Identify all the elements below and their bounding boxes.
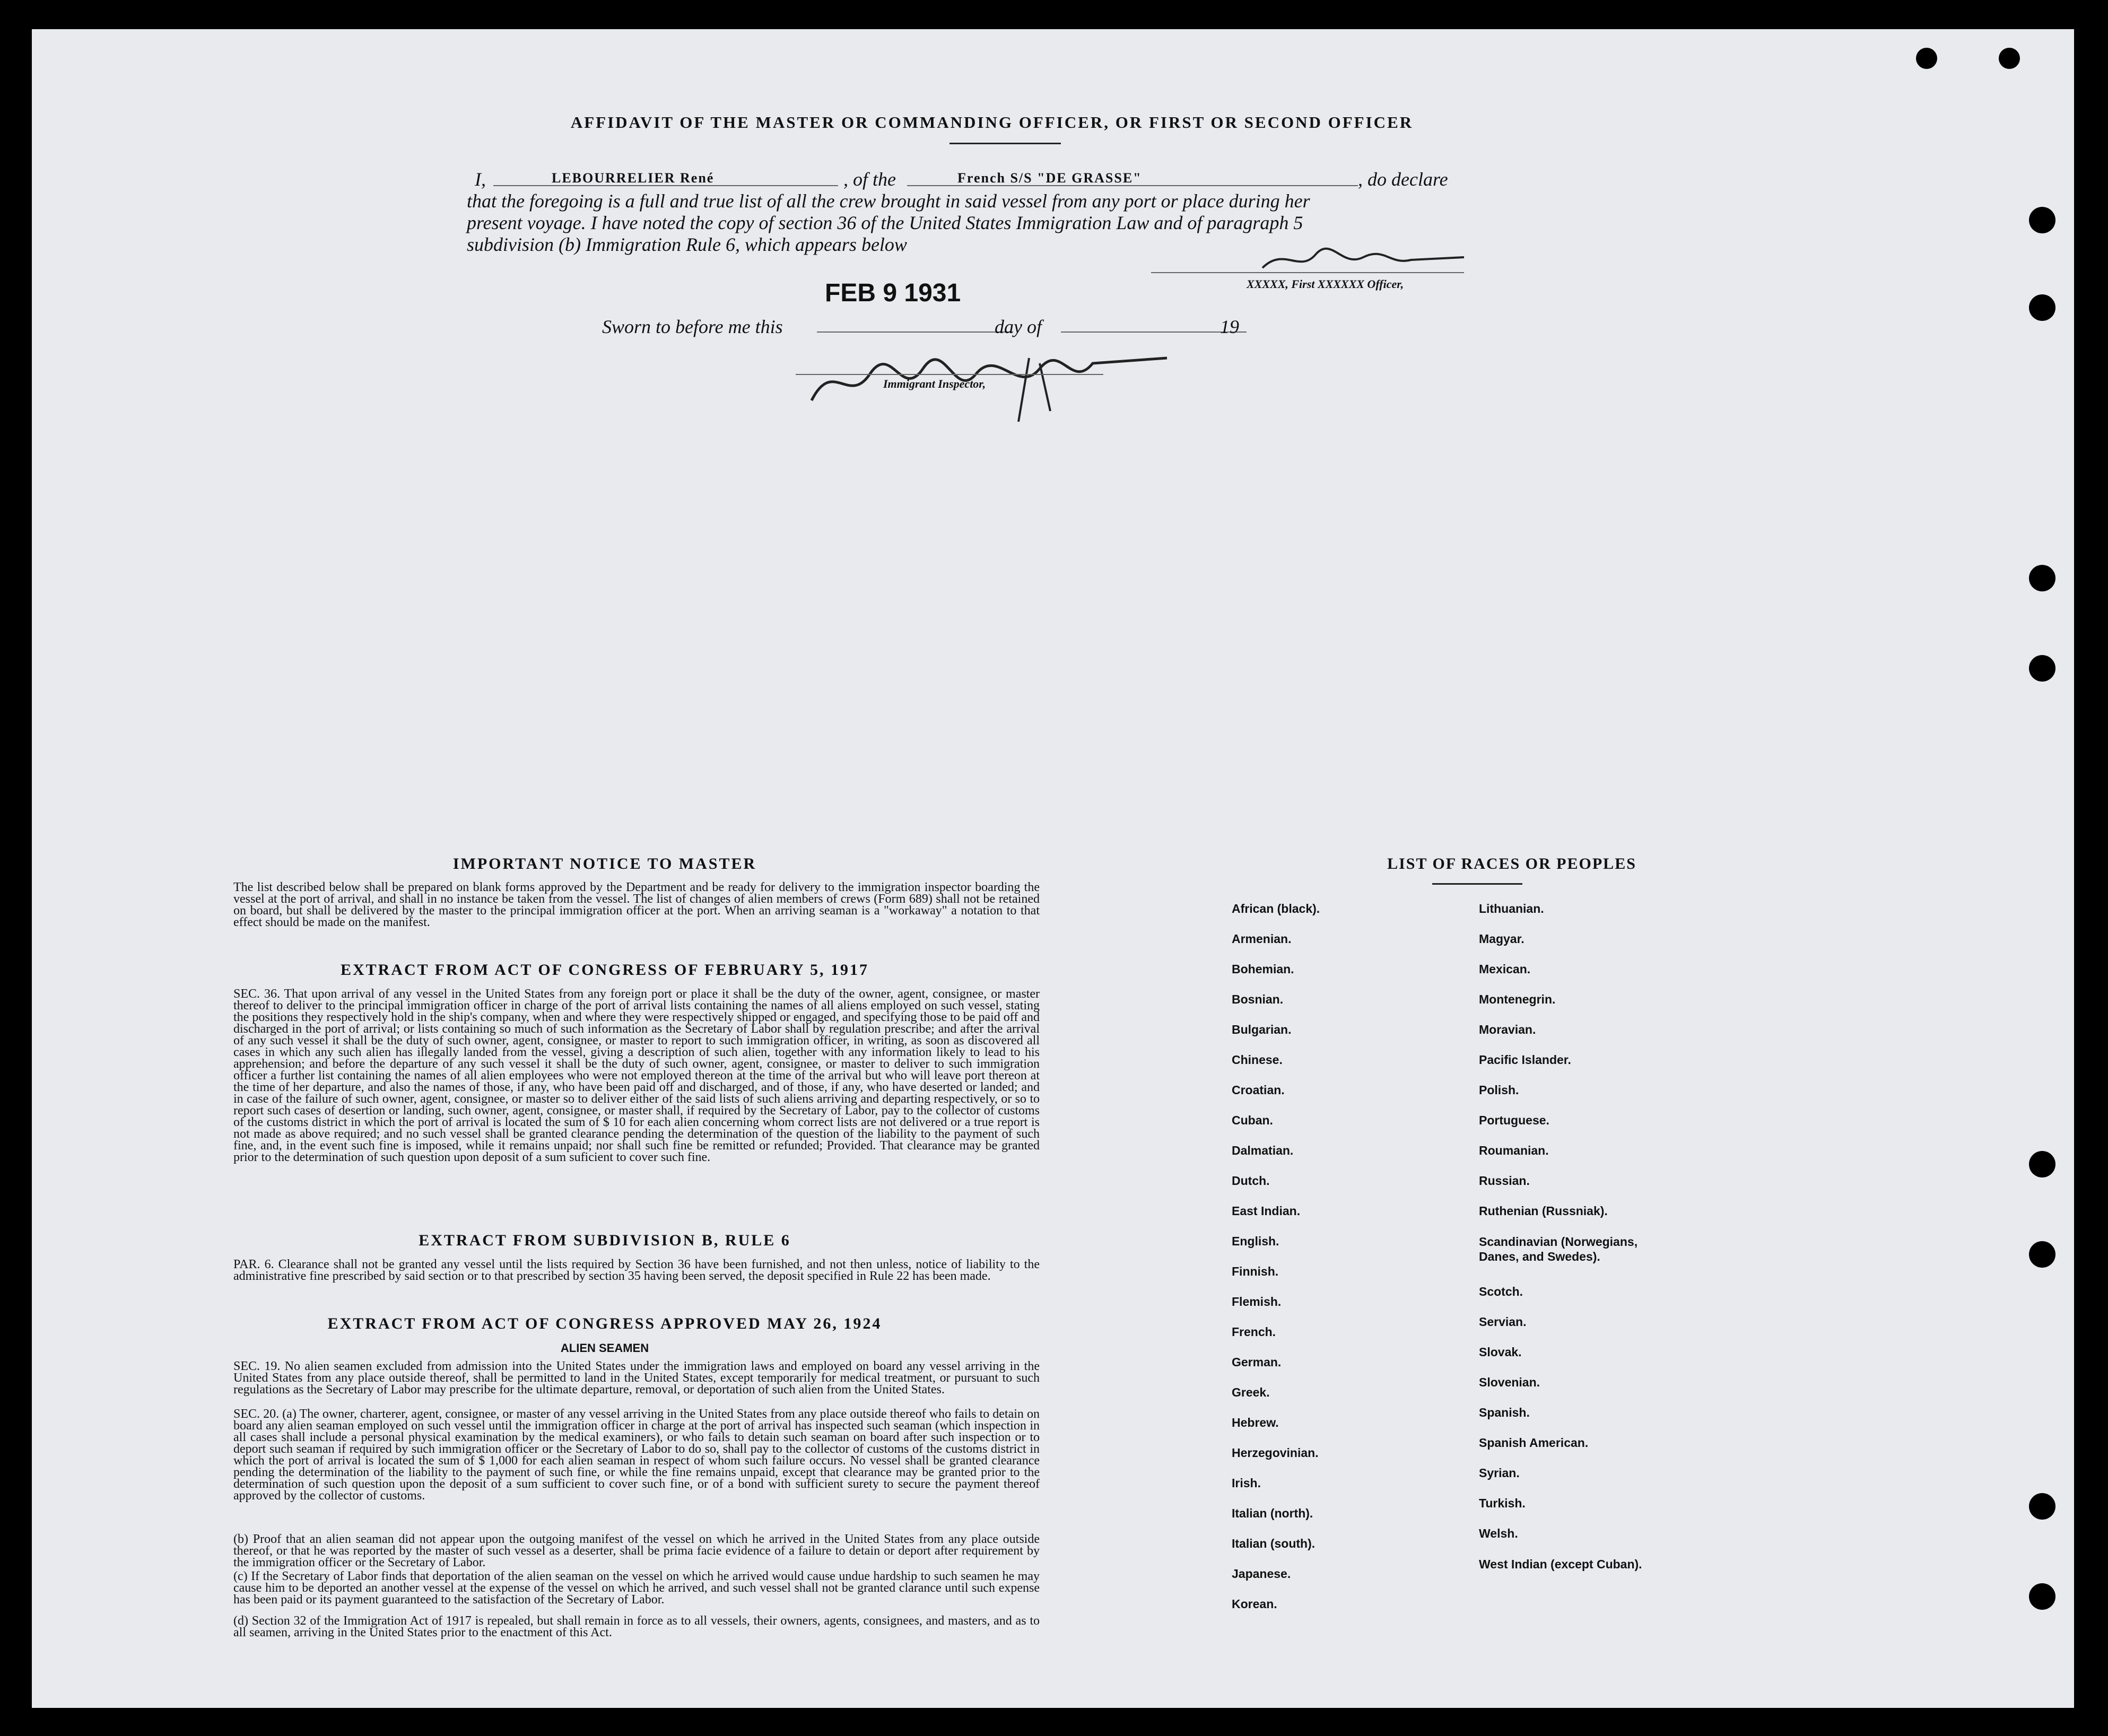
binder-hole	[2029, 1493, 2055, 1520]
binder-hole	[2029, 655, 2055, 682]
race-item: Pacific Islander.	[1479, 1053, 1571, 1067]
race-item: Roumanian.	[1479, 1144, 1549, 1157]
race-item: Polish.	[1479, 1083, 1519, 1097]
races-right-column	[1479, 902, 1670, 1589]
notice-title: IMPORTANT NOTICE TO MASTER	[452, 855, 757, 873]
race-item: Montenegrin.	[1479, 992, 1556, 1006]
race-item: Japanese.	[1232, 1567, 1291, 1581]
race-item: Irish.	[1232, 1476, 1261, 1490]
vessel-name: French S/S "DE GRASSE"	[957, 170, 1142, 186]
race-item: Turkish.	[1479, 1496, 1526, 1510]
day-of-label: day of	[995, 316, 1042, 337]
extract-1924-title: EXTRACT FROM ACT OF CONGRESS APPROVED MAY 26, 1924	[327, 1315, 882, 1332]
races-title: LIST OF RACES OR PEOPLES	[1387, 855, 1636, 873]
race-item: Syrian.	[1479, 1466, 1520, 1480]
do-declare-label: , do declare	[1358, 169, 1448, 190]
master-name: LEBOURRELIER René	[552, 170, 715, 186]
extract-1917-body: SEC. 36. That upon arrival of any vessel in the United States from any foreign port or place it shall be the duty of the owner, agent, consignee, or master thereof to deliver to the principal immigration officer in charge of the port of arrival lists containing the names of all aliens employed on such vessel, stating the positions they respectively hold in the ship's company, when and where they were respectively shipped or engaged, and specifying those to be paid off and discharged in the port of arrival; or lists containing so much of such information as the Secretary of Labor shall by regulation prescribe; and after the arrival of any such vessel it shall be the duty of such owner, agent, consignee, or master to report to such immigration officer, in writing, as soon as discovered all cases in which any such alien has illegally landed from the vessel, giving a description of such alien, together with any information likely to lead to his apprehension; and before the departure of any such vessel it shall be the duty of such owner, agent, consignee, or master to deliver to such immigration officer a further list containing the names of all alien employees who were not employed thereon at the time of the arrival but who will leave port thereon at the time of her departure, and also the names of those, if any, who have been paid off and discharged, and of those, if any, who have deserted or landed; and in case of the failure of such owner, agent, consignee, or master so to deliver either of the said lists of such aliens arriving and departing respectively, or so to report such cases of desertion or landing, such owner, agent, consignee, or master shall, if required by the Secretary of Labor, pay to the collector of customs of the customs district in which the port of arrival is located the sum of $ 10 for each alien concerning whom correct lists are not delivered or a true report is not made as above required; and no such vessel shall be granted clearance pending the determination of the question of the liability to the payment of such fine, and, in the event such fine is imposed, while it remains unpaid; nor shall such fine be remitted or refunded; Provided. That clearance may be granted prior to the determination of such question upon deposit of a sum suficient to cover such fine.	[233, 987, 1040, 1164]
race-item: Servian.	[1479, 1315, 1527, 1329]
race-item: English.	[1232, 1234, 1279, 1248]
race-item: Armenian.	[1232, 932, 1292, 946]
race-item: Slovak.	[1479, 1345, 1522, 1359]
race-item: Russian.	[1479, 1174, 1530, 1188]
sec-20-d: (d) Section 32 of the Immigration Act of 1917 is repealed, but shall remain in force as to all vessels, their owners, agents, consignees, and masters, and as to all seamen, arriving in the United States prior to the enactment of this Act.	[233, 1614, 1040, 1639]
binder-hole	[2029, 565, 2055, 591]
sworn-label: Sworn to before me this	[602, 316, 783, 337]
race-item: Portuguese.	[1479, 1113, 1549, 1127]
inspector-label: Immigrant Inspector,	[883, 377, 986, 390]
race-item: Ruthenian (Russniak).	[1479, 1204, 1608, 1218]
name-line	[493, 185, 838, 186]
race-item: Bohemian.	[1232, 962, 1294, 976]
extract-rule6-title: EXTRACT FROM SUBDIVISION B, RULE 6	[419, 1232, 791, 1249]
extract-1917-title: EXTRACT FROM ACT OF CONGRESS OF FEBRUARY 5, 1917	[340, 961, 869, 979]
race-item: Herzegovinian.	[1232, 1446, 1319, 1460]
race-item: Lithuanian.	[1479, 902, 1544, 915]
binder-hole	[2029, 1583, 2055, 1610]
race-item: German.	[1232, 1355, 1282, 1369]
binder-hole	[2029, 207, 2055, 233]
affidavit-line-2: that the foregoing is a full and true list of all the crew brought in said vessel from any port or place during her	[467, 190, 1310, 212]
sec-20-a: SEC. 20. (a) The owner, charterer, agent, consignee, or master of any vessel arriving in the United States from any place outside thereof who fails to detain on board any alien seaman employed on such vessel until the immigration officer in charge at the port of arrival has inspected such seaman (which inspection in all cases shall include a personal physical examination by the medical examiners), or who fails to detain such seaman on board after such inspection or to deport such seaman if required by such immigration officer or the Secretary of Labor to do so, shall pay to the collector of customs of the customs district in which the port of arrival is located the sum of $ 1,000 for each alien seaman in respect of whom such failure occurs. No vessel shall be granted clearance pending the determination of the liability to the payment of such fine, or while the fine remains unpaid, except that clearance may be granted prior to the determination of such question upon the deposit of a sum sufficient to cover such fine, or of a bond with sufficient surety to secure the payment thereof approved by the collector of customs.	[233, 1407, 1040, 1503]
binder-hole	[2029, 1241, 2055, 1268]
alien-seamen-subtitle: ALIEN SEAMEN	[560, 1341, 649, 1355]
affidavit-line-3: present voyage. I have noted the copy of section 36 of the United States Immigration Law and of paragraph 5	[467, 212, 1303, 233]
officer-signature	[1252, 236, 1475, 284]
notice-body: The list described below shall be prepared on blank forms approved by the Department and be ready for delivery to the immigration inspector boarding the vessel at the port of arrival, and shall in no instance be taken from the vessel. The list of changes of alien members of crews (Form 689) shall not be retained on board, but shall be delivered by the master to the principal immigration officer at the port. When an arriving seaman is a "workaway" a notation to that effect should be made on the manifest.	[233, 880, 1040, 929]
affidavit-line-4: subdivision (b) Immigration Rule 6, which appears below	[467, 234, 907, 255]
binder-hole	[2029, 294, 2055, 321]
sec-20-c: (c) If the Secretary of Labor finds that deportation of the alien seaman on the vessel on which he arrived would cause undue hardship to such seamen he may cause him to be deported an another vessel at the expense of the vessel on which he arrived, and such vessel shall not be granted clarance until such expense has been paid or its payment guaranteed to the satisfaction of the Secretary of Labor.	[233, 1569, 1040, 1607]
races-left-column	[1232, 902, 1320, 1627]
title-underline	[950, 143, 1061, 144]
race-item: East Indian.	[1232, 1204, 1301, 1218]
extract-rule6-body: PAR. 6. Clearance shall not be granted any vessel until the lists required by Section 36 have been furnished, and not then unless, notice of liability to the administrative fine prescribed by said section or to that prescribed by section 35 having been served, the deposit specified in Rule 22 has been made.	[233, 1258, 1040, 1283]
race-item: Korean.	[1232, 1597, 1277, 1611]
sec-20-b: (b) Proof that an alien seaman did not appear upon the outgoing manifest of the vessel on which he arrived in the United States from any place outside thereof, or that he was reported by the master of such vessel as a deserter, shall be prima facie evidence of a failure to detain or deport after requirement by the immigration officer or the Secretary of Labor.	[233, 1532, 1040, 1569]
race-item: Italian (north).	[1232, 1506, 1313, 1520]
document-page	[32, 29, 2074, 1708]
binder-hole	[1999, 48, 2020, 69]
race-item: Greek.	[1232, 1385, 1270, 1399]
race-item: Scandinavian (Norwegians, Danes, and Swedes).	[1479, 1235, 1638, 1263]
vessel-line	[907, 185, 1358, 186]
race-item: Mexican.	[1479, 962, 1531, 976]
year-label: 19	[1220, 316, 1239, 337]
race-item: Magyar.	[1479, 932, 1525, 946]
race-item: Flemish.	[1232, 1295, 1282, 1308]
race-item: Moravian.	[1479, 1023, 1536, 1036]
race-item: Finnish.	[1232, 1264, 1279, 1278]
affidavit-title: AFFIDAVIT OF THE MASTER OR COMMANDING OFFICER, OR FIRST OR SECOND OFFICER	[570, 113, 1414, 132]
race-item: Hebrew.	[1232, 1416, 1279, 1429]
race-item: Spanish.	[1479, 1406, 1530, 1419]
race-item: French.	[1232, 1325, 1276, 1339]
race-item: Chinese.	[1232, 1053, 1283, 1067]
inspector-signature	[796, 326, 1188, 432]
race-item: Dutch.	[1232, 1174, 1270, 1188]
race-item: Spanish American.	[1479, 1436, 1589, 1450]
race-item: West Indian (except Cuban).	[1479, 1557, 1642, 1571]
race-item: African (black).	[1232, 902, 1320, 915]
race-item: Cuban.	[1232, 1113, 1273, 1127]
binder-hole	[2029, 1151, 2055, 1177]
officer-line	[1151, 272, 1464, 273]
inspector-line	[796, 374, 1103, 375]
race-item: Croatian.	[1232, 1083, 1285, 1097]
date-stamp: FEB 9 1931	[825, 279, 961, 307]
race-item: Scotch.	[1479, 1285, 1523, 1298]
race-item: Italian (south).	[1232, 1537, 1316, 1550]
race-item: Bulgarian.	[1232, 1023, 1292, 1036]
races-underline	[1432, 883, 1522, 885]
race-item: Welsh.	[1479, 1526, 1518, 1540]
of-the-label: , of the	[843, 169, 896, 190]
race-item: Bosnian.	[1232, 992, 1284, 1006]
race-item: Dalmatian.	[1232, 1144, 1294, 1157]
declarant-prefix: I,	[475, 169, 486, 190]
sec-19: SEC. 19. No alien seamen excluded from admission into the United States under the immigration laws and employed on board any vessel arriving in the United States from any place outside thereof, shall be permitted to land in the United States, except temporarily for medical treatment, or pursuant to such regulations as the Secretary of Labor may prescribe for the ultimate departure, removal, or deportation of such alien from the United States.	[233, 1359, 1040, 1397]
binder-hole	[1916, 48, 1937, 69]
officer-label: XXXXX, First XXXXXX Officer,	[1247, 277, 1404, 291]
race-item: Slovenian.	[1479, 1375, 1540, 1389]
